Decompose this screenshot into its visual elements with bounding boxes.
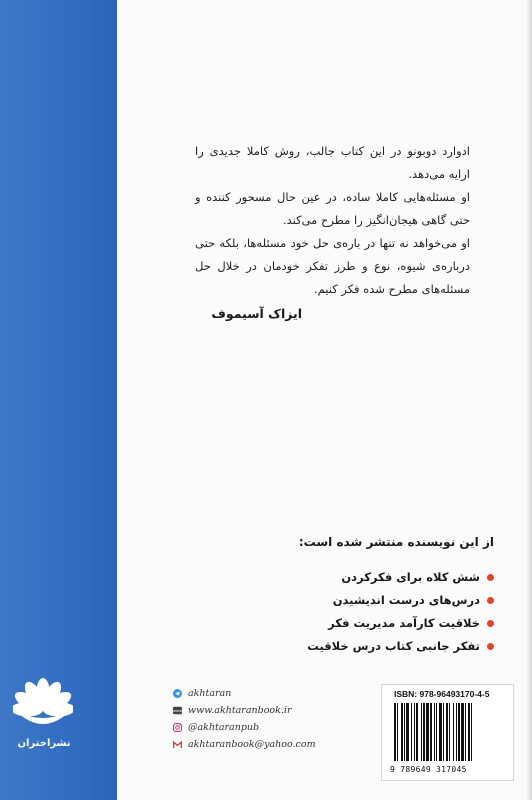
book-title: تفکر جانبی کتاب درس خلاقیت bbox=[307, 639, 480, 653]
email-icon bbox=[173, 740, 182, 749]
bullet-icon bbox=[487, 620, 494, 627]
book-description bbox=[195, 140, 470, 301]
contact-website[interactable] bbox=[173, 702, 316, 719]
contact-text: www.akhtaranbook.ir bbox=[188, 705, 292, 716]
book-title: درس‌های درست اندیشیدن bbox=[332, 593, 480, 607]
page-edge-shadow bbox=[526, 0, 532, 800]
contact-text: @akhtaranpub bbox=[188, 722, 260, 733]
contact-text: akhtaran bbox=[188, 688, 232, 699]
quote-author: ایزاک آسیموف bbox=[211, 306, 302, 321]
other-books-title: از این نویسنده منتشر شده است: bbox=[298, 535, 494, 549]
barcode-number: 9 789649 317045 bbox=[390, 765, 467, 774]
description-line: او مسئله‌هایی کاملا ساده، در عین حال مسحور کننده و حتی گاهی هیجان‌انگیز را مطرح می‌کند. bbox=[195, 190, 470, 227]
publisher-flower-logo-icon bbox=[13, 674, 73, 732]
book-list-item bbox=[307, 589, 494, 612]
barcode-icon bbox=[394, 703, 501, 763]
book-list-item bbox=[307, 566, 494, 589]
book-list-item bbox=[307, 612, 494, 635]
contact-instagram[interactable] bbox=[173, 719, 316, 736]
instagram-icon bbox=[173, 723, 182, 732]
bullet-icon bbox=[487, 574, 494, 581]
description-line: او می‌خواهد نه تنها در باره‌ی حل خود مسئله‌ها، بلکه حتی درباره‌ی شیوه، نوع و طرز تفکر خودمان در خلال حل مسئله‌های مطرح شده فکر کنیم. bbox=[195, 236, 470, 296]
telegram-icon bbox=[173, 689, 182, 698]
description-line: ادوارد دوبونو در این کتاب جالب، روش کاملا جدیدی را ارایه می‌دهد. bbox=[195, 144, 470, 181]
isbn-label: ISBN: 978-96493170-4-5 bbox=[394, 689, 490, 699]
isbn-barcode bbox=[381, 684, 514, 781]
svg-text:www: www bbox=[173, 709, 182, 713]
book-title: خلاقیت کارآمد مدیریت فکر bbox=[328, 616, 480, 630]
bullet-icon bbox=[487, 643, 494, 650]
publisher-name: نشراختران bbox=[17, 738, 71, 749]
contact-telegram[interactable] bbox=[173, 685, 316, 702]
other-books-list bbox=[307, 566, 494, 658]
contact-email[interactable] bbox=[173, 736, 316, 753]
contact-list bbox=[173, 685, 316, 753]
bullet-icon bbox=[487, 597, 494, 604]
book-list-item bbox=[307, 635, 494, 658]
web-icon bbox=[173, 706, 182, 715]
contact-text: akhtaranbook@yahoo.com bbox=[188, 739, 316, 750]
book-title: شش کلاه برای فکرکردن bbox=[341, 570, 480, 584]
